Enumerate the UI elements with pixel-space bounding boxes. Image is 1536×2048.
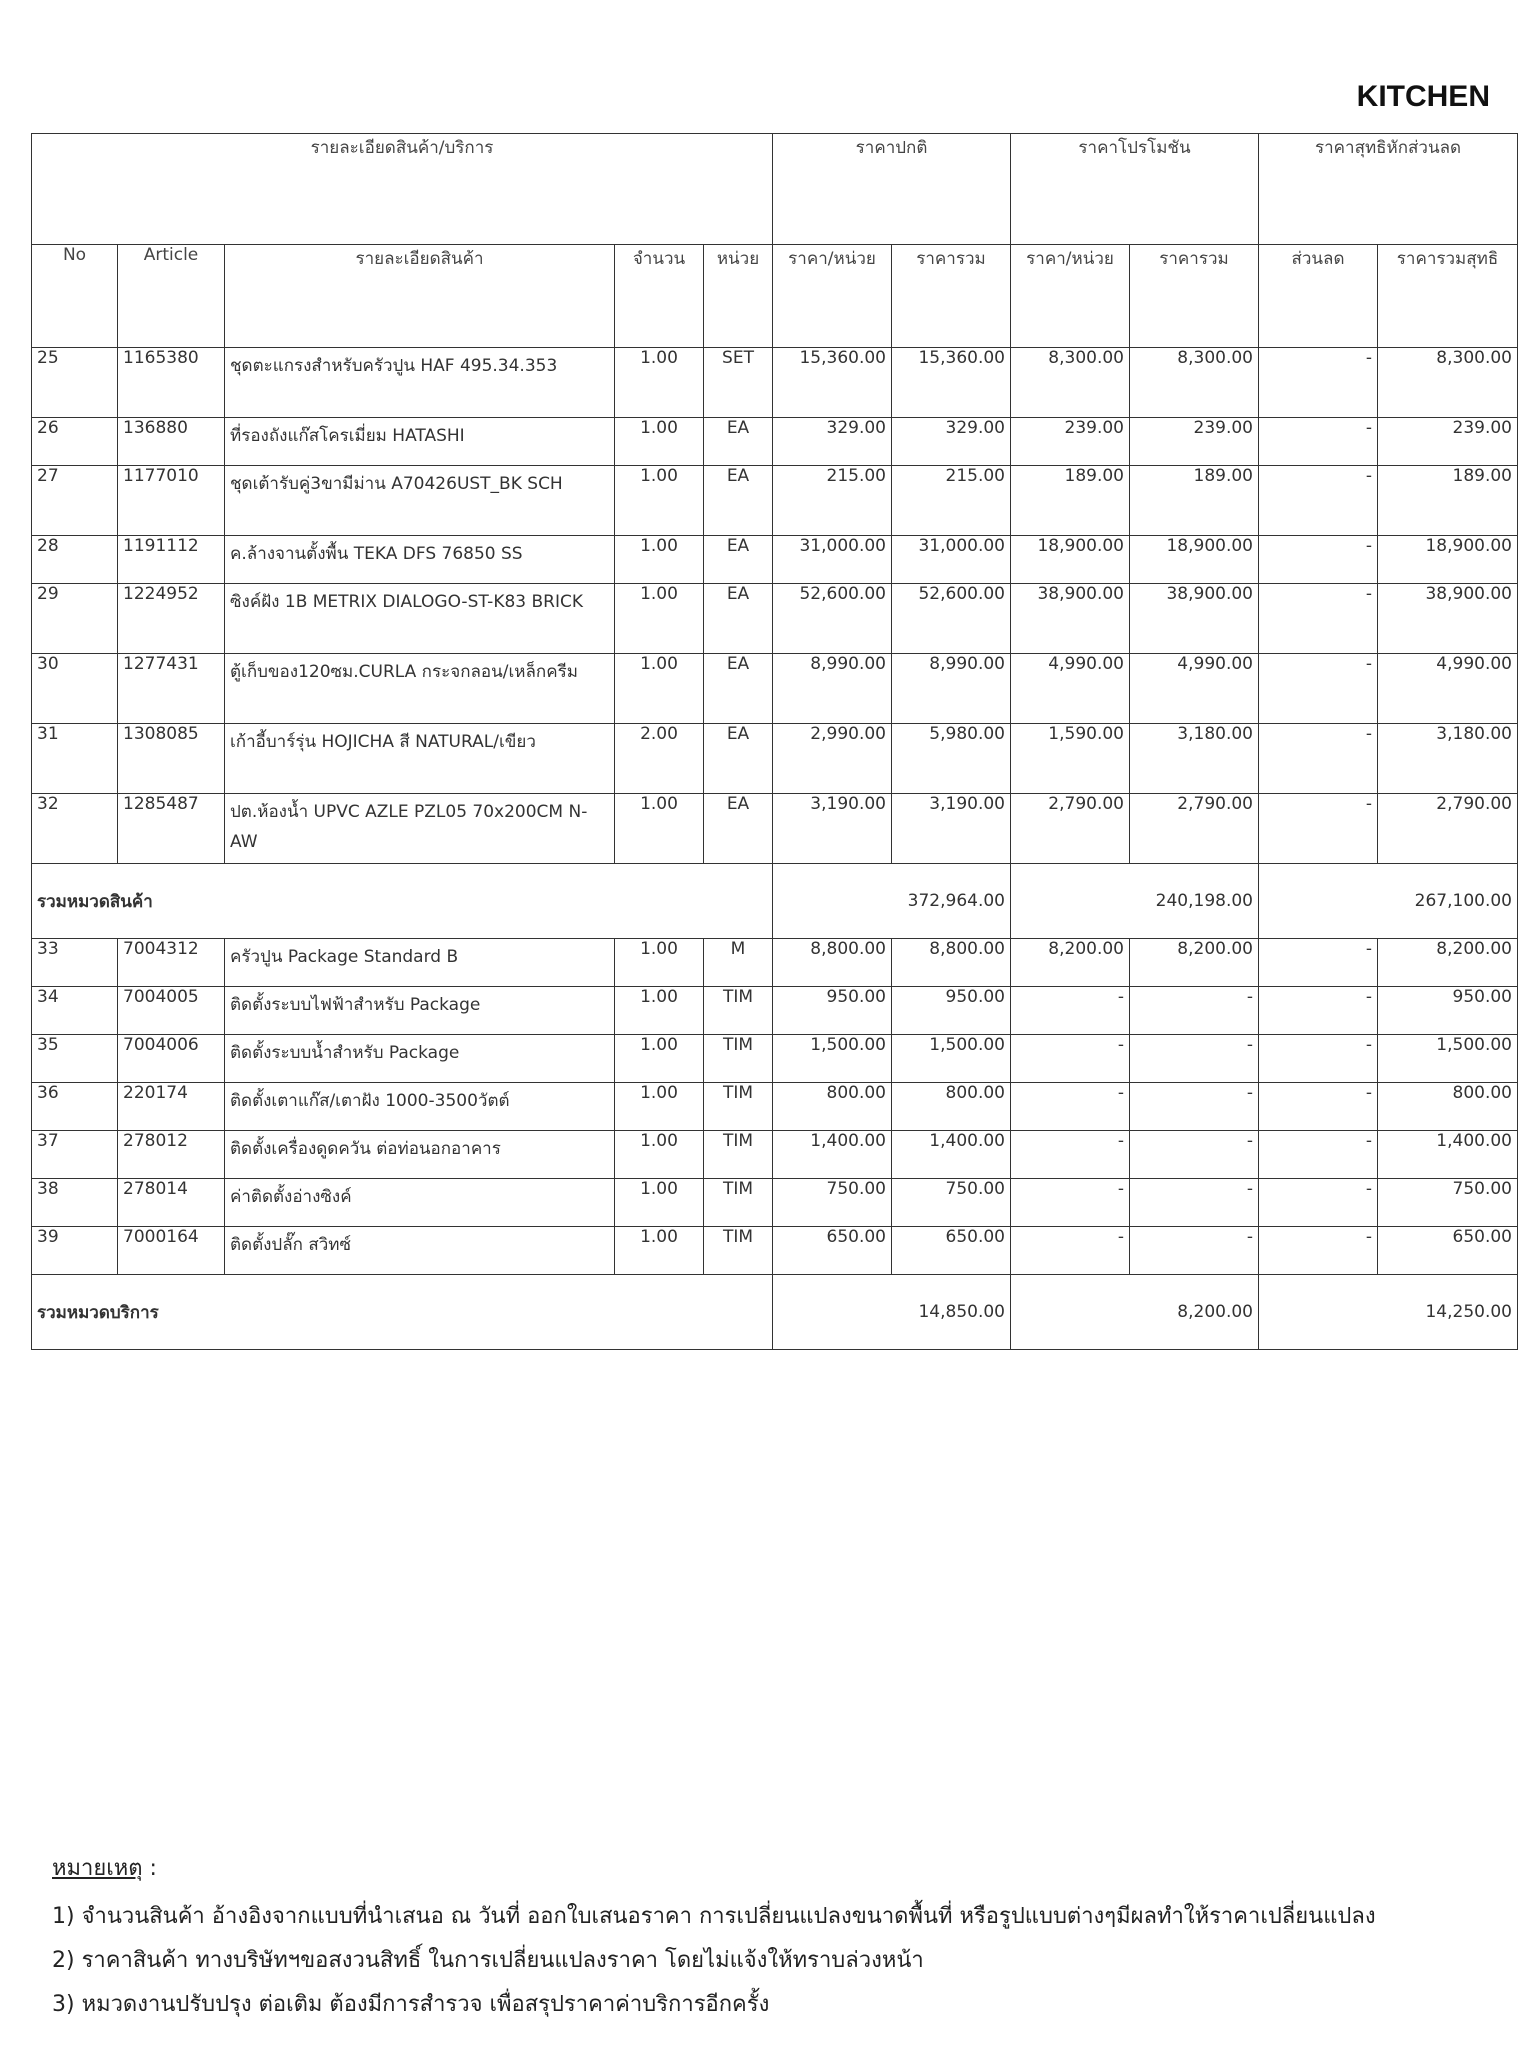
table-row <box>32 939 1518 987</box>
column-header-qty: จำนวน <box>615 245 704 348</box>
table-row <box>32 724 1518 794</box>
cell-article: 1177010 <box>118 466 225 536</box>
cell-no: 37 <box>32 1131 118 1179</box>
cell-qty: 1.00 <box>615 1035 704 1083</box>
cell-promo-unit: - <box>1011 1035 1130 1083</box>
cell-desc: ติดตั้งระบบน้ำสำหรับ Package <box>225 1035 615 1083</box>
cell-net-total: 650.00 <box>1378 1227 1518 1275</box>
cell-article: 278014 <box>118 1179 225 1227</box>
cell-reg-unit: 950.00 <box>773 987 892 1035</box>
cell-promo-total: 2,790.00 <box>1130 794 1259 864</box>
cell-promo-total: - <box>1130 987 1259 1035</box>
cell-promo-total: - <box>1130 1131 1259 1179</box>
cell-article: 7004312 <box>118 939 225 987</box>
cell-promo-total: 8,200.00 <box>1130 939 1259 987</box>
cell-unit: EA <box>704 466 773 536</box>
cell-unit: TIM <box>704 1179 773 1227</box>
note-line: 3) หมวดงานปรับปรุง ต่อเติม ต้องมีการสำรวจ เพื่อสรุปราคาค่าบริการอีกครั้ง <box>52 1992 770 2017</box>
page-title: KITCHEN <box>1356 80 1490 113</box>
cell-promo-unit: - <box>1011 987 1130 1035</box>
column-header-discount: ส่วนลด <box>1259 245 1378 348</box>
cell-promo-unit: 189.00 <box>1011 466 1130 536</box>
cell-reg-total: 8,990.00 <box>892 654 1011 724</box>
table-row <box>32 1179 1518 1227</box>
group-header-row <box>32 134 1518 245</box>
cell-promo-unit: - <box>1011 1179 1130 1227</box>
cell-reg-total: 15,360.00 <box>892 348 1011 418</box>
summary-promo-total: 240,198.00 <box>1011 864 1259 939</box>
cell-discount: - <box>1259 1083 1378 1131</box>
cell-qty: 1.00 <box>615 584 704 654</box>
table-row <box>32 466 1518 536</box>
cell-article: 1285487 <box>118 794 225 864</box>
cell-desc: ชุดตะแกรงสำหรับครัวปูน HAF 495.34.353 <box>225 348 615 418</box>
cell-net-total: 800.00 <box>1378 1083 1518 1131</box>
cell-desc: ปต.ห้องน้ำ UPVC AZLE PZL05 70x200CM N-AW <box>225 794 615 864</box>
cell-discount: - <box>1259 418 1378 466</box>
table-row <box>32 1035 1518 1083</box>
cell-desc: ซิงค์ฝัง 1B METRIX DIALOGO-ST-K83 BRICK <box>225 584 615 654</box>
cell-promo-total: 3,180.00 <box>1130 724 1259 794</box>
table-row <box>32 348 1518 418</box>
cell-reg-total: 800.00 <box>892 1083 1011 1131</box>
cell-desc: ที่รองถังแก๊สโครเมี่ยม HATASHI <box>225 418 615 466</box>
cell-reg-total: 750.00 <box>892 1179 1011 1227</box>
summary-reg-total: 14,850.00 <box>773 1275 1011 1350</box>
summary-label: รวมหมวดสินค้า <box>32 864 773 939</box>
table-row <box>32 536 1518 584</box>
cell-qty: 2.00 <box>615 724 704 794</box>
cell-unit: EA <box>704 584 773 654</box>
notes-heading-colon: : <box>142 1856 157 1881</box>
cell-reg-unit: 15,360.00 <box>773 348 892 418</box>
cell-reg-total: 8,800.00 <box>892 939 1011 987</box>
cell-no: 29 <box>32 584 118 654</box>
cell-qty: 1.00 <box>615 987 704 1035</box>
cell-promo-total: - <box>1130 1179 1259 1227</box>
cell-net-total: 1,500.00 <box>1378 1035 1518 1083</box>
cell-qty: 1.00 <box>615 1179 704 1227</box>
cell-no: 35 <box>32 1035 118 1083</box>
cell-desc: ค.ล้างจานตั้งพื้น TEKA DFS 76850 SS <box>225 536 615 584</box>
cell-unit: TIM <box>704 1035 773 1083</box>
cell-no: 38 <box>32 1179 118 1227</box>
notes-heading: หมายเหตุ <box>52 1856 143 1881</box>
cell-no: 34 <box>32 987 118 1035</box>
cell-unit: EA <box>704 724 773 794</box>
cell-discount: - <box>1259 724 1378 794</box>
cell-reg-unit: 52,600.00 <box>773 584 892 654</box>
summary-reg-total: 372,964.00 <box>773 864 1011 939</box>
cell-reg-total: 329.00 <box>892 418 1011 466</box>
cell-reg-unit: 8,800.00 <box>773 939 892 987</box>
cell-net-total: 950.00 <box>1378 987 1518 1035</box>
cell-reg-unit: 650.00 <box>773 1227 892 1275</box>
column-header-article: Article <box>118 245 225 348</box>
table-row <box>32 1227 1518 1275</box>
cell-no: 26 <box>32 418 118 466</box>
quotation-table <box>31 133 1518 1350</box>
cell-discount: - <box>1259 939 1378 987</box>
cell-article: 1277431 <box>118 654 225 724</box>
cell-promo-total: - <box>1130 1227 1259 1275</box>
cell-net-total: 3,180.00 <box>1378 724 1518 794</box>
cell-promo-total: 38,900.00 <box>1130 584 1259 654</box>
cell-promo-unit: 4,990.00 <box>1011 654 1130 724</box>
cell-promo-total: 8,300.00 <box>1130 348 1259 418</box>
cell-article: 7004006 <box>118 1035 225 1083</box>
group-header-net-price: ราคาสุทธิหักส่วนลด <box>1259 134 1518 245</box>
cell-qty: 1.00 <box>615 654 704 724</box>
service-rows <box>32 939 1518 1275</box>
cell-desc: ติดตั้งเครื่องดูดควัน ต่อท่อนอกอาคาร <box>225 1131 615 1179</box>
table-row <box>32 654 1518 724</box>
summary-row-products <box>32 864 1518 939</box>
cell-no: 32 <box>32 794 118 864</box>
cell-promo-unit: 18,900.00 <box>1011 536 1130 584</box>
cell-reg-unit: 8,990.00 <box>773 654 892 724</box>
column-header-promo-unit: ราคา/หน่วย <box>1011 245 1130 348</box>
cell-net-total: 38,900.00 <box>1378 584 1518 654</box>
column-header-no: No <box>32 245 118 348</box>
cell-unit: SET <box>704 348 773 418</box>
cell-unit: EA <box>704 536 773 584</box>
cell-unit: EA <box>704 794 773 864</box>
cell-reg-total: 950.00 <box>892 987 1011 1035</box>
column-header-reg-unit: ราคา/หน่วย <box>773 245 892 348</box>
cell-promo-unit: 8,300.00 <box>1011 348 1130 418</box>
cell-reg-total: 215.00 <box>892 466 1011 536</box>
cell-promo-unit: 2,790.00 <box>1011 794 1130 864</box>
cell-promo-total: - <box>1130 1035 1259 1083</box>
cell-desc: ตู้เก็บของ120ซม.CURLA กระจกลอน/เหล็กครีม <box>225 654 615 724</box>
column-header-promo-total: ราคารวม <box>1130 245 1259 348</box>
cell-article: 220174 <box>118 1083 225 1131</box>
table-row <box>32 1131 1518 1179</box>
cell-discount: - <box>1259 536 1378 584</box>
cell-desc: ครัวปูน Package Standard B <box>225 939 615 987</box>
notes-section <box>52 1850 1492 2027</box>
cell-qty: 1.00 <box>615 1227 704 1275</box>
table-row <box>32 418 1518 466</box>
cell-discount: - <box>1259 1179 1378 1227</box>
cell-net-total: 2,790.00 <box>1378 794 1518 864</box>
cell-discount: - <box>1259 584 1378 654</box>
summary-promo-total: 8,200.00 <box>1011 1275 1259 1350</box>
cell-no: 28 <box>32 536 118 584</box>
cell-discount: - <box>1259 466 1378 536</box>
cell-discount: - <box>1259 1227 1378 1275</box>
cell-reg-unit: 800.00 <box>773 1083 892 1131</box>
cell-unit: TIM <box>704 1083 773 1131</box>
product-summary <box>32 864 1518 939</box>
cell-promo-total: 189.00 <box>1130 466 1259 536</box>
summary-label: รวมหมวดบริการ <box>32 1275 773 1350</box>
cell-reg-unit: 3,190.00 <box>773 794 892 864</box>
cell-no: 39 <box>32 1227 118 1275</box>
cell-qty: 1.00 <box>615 466 704 536</box>
cell-desc: ติดตั้งปลั๊ก สวิทซ์ <box>225 1227 615 1275</box>
cell-reg-total: 5,980.00 <box>892 724 1011 794</box>
cell-reg-unit: 31,000.00 <box>773 536 892 584</box>
cell-article: 136880 <box>118 418 225 466</box>
cell-unit: TIM <box>704 1227 773 1275</box>
cell-article: 1165380 <box>118 348 225 418</box>
cell-qty: 1.00 <box>615 418 704 466</box>
cell-qty: 1.00 <box>615 348 704 418</box>
column-header-desc: รายละเอียดสินค้า <box>225 245 615 348</box>
cell-discount: - <box>1259 794 1378 864</box>
summary-net-total: 14,250.00 <box>1259 1275 1518 1350</box>
cell-reg-total: 31,000.00 <box>892 536 1011 584</box>
cell-desc: เก้าอี้บาร์รุ่น HOJICHA สี NATURAL/เขียว <box>225 724 615 794</box>
cell-unit: EA <box>704 418 773 466</box>
cell-article: 1308085 <box>118 724 225 794</box>
cell-discount: - <box>1259 348 1378 418</box>
cell-net-total: 239.00 <box>1378 418 1518 466</box>
cell-reg-total: 52,600.00 <box>892 584 1011 654</box>
cell-qty: 1.00 <box>615 1131 704 1179</box>
summary-net-total: 267,100.00 <box>1259 864 1518 939</box>
column-header-row <box>32 245 1518 348</box>
note-line: 2) ราคาสินค้า ทางบริษัทฯขอสงวนสิทธิ์ ในการเปลี่ยนแปลงราคา โดยไม่แจ้งให้ทราบล่วงหน้า <box>52 1948 924 1973</box>
column-header-reg-total: ราคารวม <box>892 245 1011 348</box>
cell-reg-unit: 2,990.00 <box>773 724 892 794</box>
group-header-promo-price: ราคาโปรโมชัน <box>1011 134 1259 245</box>
cell-desc: ชุดเต้ารับคู่3ขามีม่าน A70426UST_BK SCH <box>225 466 615 536</box>
product-rows <box>32 348 1518 864</box>
note-line: 1) จำนวนสินค้า อ้างอิงจากแบบที่นำเสนอ ณ วันที่ ออกใบเสนอราคา การเปลี่ยนแปลงขนาดพื้นที่ หรือรูปแบบต่างๆมีผลทำให้ราคาเปลี่ยนแปลง <box>52 1904 1376 1929</box>
cell-promo-unit: 38,900.00 <box>1011 584 1130 654</box>
cell-promo-unit: 1,590.00 <box>1011 724 1130 794</box>
table-row <box>32 987 1518 1035</box>
cell-no: 31 <box>32 724 118 794</box>
cell-net-total: 8,300.00 <box>1378 348 1518 418</box>
cell-promo-total: 4,990.00 <box>1130 654 1259 724</box>
cell-article: 7004005 <box>118 987 225 1035</box>
cell-promo-unit: - <box>1011 1131 1130 1179</box>
table-row <box>32 584 1518 654</box>
column-header-unit: หน่วย <box>704 245 773 348</box>
cell-discount: - <box>1259 1035 1378 1083</box>
cell-article: 278012 <box>118 1131 225 1179</box>
cell-promo-unit: 8,200.00 <box>1011 939 1130 987</box>
group-header-regular-price: ราคาปกติ <box>773 134 1011 245</box>
cell-no: 25 <box>32 348 118 418</box>
cell-reg-total: 3,190.00 <box>892 794 1011 864</box>
column-header-net-total: ราคารวมสุทธิ <box>1378 245 1518 348</box>
cell-reg-unit: 215.00 <box>773 466 892 536</box>
cell-unit: M <box>704 939 773 987</box>
cell-promo-unit: 239.00 <box>1011 418 1130 466</box>
cell-promo-unit: - <box>1011 1083 1130 1131</box>
cell-unit: EA <box>704 654 773 724</box>
cell-no: 27 <box>32 466 118 536</box>
cell-unit: TIM <box>704 1131 773 1179</box>
cell-promo-total: - <box>1130 1083 1259 1131</box>
cell-reg-unit: 750.00 <box>773 1179 892 1227</box>
cell-net-total: 750.00 <box>1378 1179 1518 1227</box>
cell-qty: 1.00 <box>615 794 704 864</box>
cell-article: 1224952 <box>118 584 225 654</box>
cell-net-total: 189.00 <box>1378 466 1518 536</box>
cell-no: 33 <box>32 939 118 987</box>
cell-reg-unit: 329.00 <box>773 418 892 466</box>
cell-net-total: 1,400.00 <box>1378 1131 1518 1179</box>
cell-unit: TIM <box>704 987 773 1035</box>
summary-row-services <box>32 1275 1518 1350</box>
cell-discount: - <box>1259 1131 1378 1179</box>
cell-desc: ค่าติดตั้งอ่างซิงค์ <box>225 1179 615 1227</box>
cell-desc: ติดตั้งเตาแก๊ส/เตาฝัง 1000-3500วัตต์ <box>225 1083 615 1131</box>
cell-reg-total: 1,500.00 <box>892 1035 1011 1083</box>
cell-desc: ติดตั้งระบบไฟฟ้าสำหรับ Package <box>225 987 615 1035</box>
group-header-details: รายละเอียดสินค้า/บริการ <box>32 134 773 245</box>
cell-discount: - <box>1259 654 1378 724</box>
cell-reg-unit: 1,500.00 <box>773 1035 892 1083</box>
cell-article: 1191112 <box>118 536 225 584</box>
cell-net-total: 8,200.00 <box>1378 939 1518 987</box>
cell-article: 7000164 <box>118 1227 225 1275</box>
cell-promo-total: 239.00 <box>1130 418 1259 466</box>
cell-no: 36 <box>32 1083 118 1131</box>
service-summary <box>32 1275 1518 1350</box>
cell-reg-unit: 1,400.00 <box>773 1131 892 1179</box>
table-row <box>32 794 1518 864</box>
cell-qty: 1.00 <box>615 536 704 584</box>
cell-reg-total: 1,400.00 <box>892 1131 1011 1179</box>
cell-qty: 1.00 <box>615 939 704 987</box>
cell-no: 30 <box>32 654 118 724</box>
cell-discount: - <box>1259 987 1378 1035</box>
cell-promo-total: 18,900.00 <box>1130 536 1259 584</box>
cell-net-total: 18,900.00 <box>1378 536 1518 584</box>
table-row <box>32 1083 1518 1131</box>
cell-promo-unit: - <box>1011 1227 1130 1275</box>
cell-net-total: 4,990.00 <box>1378 654 1518 724</box>
cell-reg-total: 650.00 <box>892 1227 1011 1275</box>
cell-qty: 1.00 <box>615 1083 704 1131</box>
